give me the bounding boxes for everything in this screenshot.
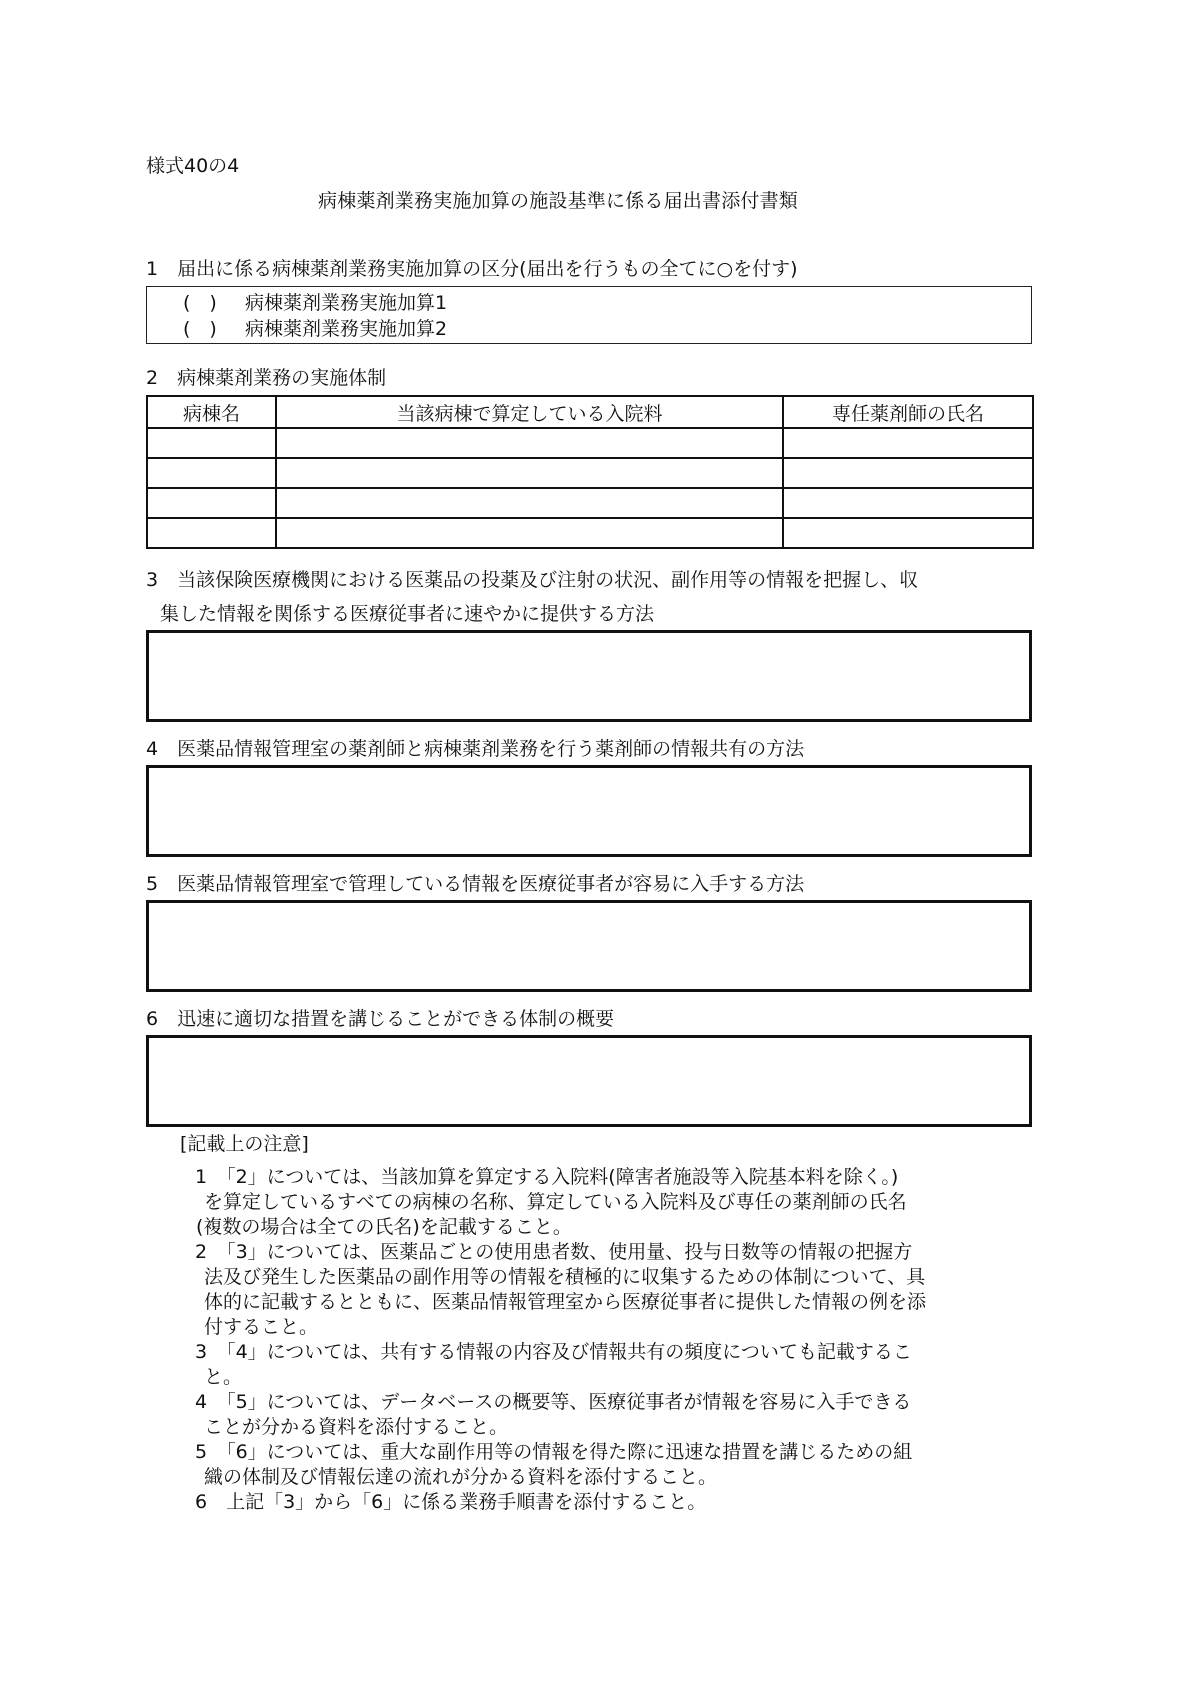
note-line: 3 「4」については、共有する情報の内容及び情報共有の頻度についても記載するこ [195,1341,912,1363]
column-header-pharmacist-name: 専任薬剤師の氏名 [783,396,1033,428]
section-5-entry-box[interactable] [146,900,1032,992]
section-4-heading: 4 医薬品情報管理室の薬剤師と病棟薬剤業務を行う薬剤師の情報共有の方法 [146,738,805,760]
form-number: 様式40の4 [146,155,240,177]
notes-heading: [記載上の注意] [180,1133,309,1155]
note-line: 織の体制及び情報伝達の流れが分かる資料を添付すること。 [204,1466,718,1488]
section-5-heading: 5 医薬品情報管理室で管理している情報を医療従事者が容易に入手する方法 [146,873,805,895]
option-1-checkmark-field[interactable]: ( ) [183,292,217,314]
table-row [147,458,1033,488]
note-line: と。 [204,1366,243,1388]
note-line: (複数の場合は全ての氏名)を記載すること。 [196,1216,572,1238]
pharmacist-name-cell[interactable] [783,518,1033,548]
section-3-entry-box[interactable] [146,630,1032,722]
column-header-ward-name: 病棟名 [147,396,276,428]
note-line: 体的に記載するとともに、医薬品情報管理室から医療従事者に提供した情報の例を添 [204,1291,927,1313]
option-2-label: 病棟薬剤業務実施加算2 [245,318,448,340]
note-line: 5 「6」については、重大な副作用等の情報を得た際に迅速な措置を講じるための組 [195,1441,913,1463]
ward-name-cell[interactable] [147,488,276,518]
section-3-heading-line-1: 3 当該保険医療機関における医薬品の投薬及び注射の状況、副作用等の情報を把握し、収 [146,569,919,591]
section-1-heading: 1 届出に係る病棟薬剤業務実施加算の区分(届出を行うもの全てに○を付す) [146,258,798,280]
option-1-label: 病棟薬剤業務実施加算1 [245,292,448,314]
table-header-row [147,396,1033,428]
section-2-heading: 2 病棟薬剤業務の実施体制 [146,367,387,389]
ward-name-cell[interactable] [147,518,276,548]
option-2-checkmark-field[interactable]: ( ) [183,318,217,340]
ward-name-cell[interactable] [147,458,276,488]
section-4-entry-box[interactable] [146,765,1032,857]
note-line: 付すること。 [204,1316,319,1338]
option-row-2[interactable] [183,320,447,339]
note-line: 6 上記「3」から「6」に係る業務手順書を添付すること。 [195,1491,707,1513]
pharmacist-name-cell[interactable] [783,428,1033,458]
pharmacist-name-cell[interactable] [783,458,1033,488]
section-1-option-box [146,286,1032,344]
column-header-admission-fee: 当該病棟で算定している入院料 [276,396,783,428]
section-6-heading: 6 迅速に適切な措置を講じることができる体制の概要 [146,1008,615,1030]
admission-fee-cell[interactable] [276,518,783,548]
ward-staffing-table [146,395,1034,549]
table-row [147,518,1033,548]
option-row-1[interactable] [183,294,447,313]
note-line: 1 「2」については、当該加算を算定する入院料(障害者施設等入院基本料を除く。) [195,1166,899,1188]
ward-name-cell[interactable] [147,428,276,458]
table-row [147,428,1033,458]
table-row [147,488,1033,518]
admission-fee-cell[interactable] [276,428,783,458]
admission-fee-cell[interactable] [276,488,783,518]
admission-fee-cell[interactable] [276,458,783,488]
pharmacist-name-cell[interactable] [783,488,1033,518]
note-line: ことが分かる資料を添付すること。 [204,1416,509,1438]
note-line: 法及び発生した医薬品の副作用等の情報を積極的に収集するための体制について、具 [204,1266,926,1288]
note-line: 2 「3」については、医薬品ごとの使用患者数、使用量、投与日数等の情報の把握方 [195,1241,913,1263]
section-6-entry-box[interactable] [146,1035,1032,1127]
note-line: を算定しているすべての病棟の名称、算定している入院料及び専任の薬剤師の氏名 [204,1191,907,1213]
note-line: 4 「5」については、データベースの概要等、医療従事者が情報を容易に入手できる [195,1391,912,1413]
section-3-heading-line-2: 集した情報を関係する医療従事者に速やかに提供する方法 [160,603,655,625]
document-title: 病棟薬剤業務実施加算の施設基準に係る届出書添付書類 [318,190,799,212]
